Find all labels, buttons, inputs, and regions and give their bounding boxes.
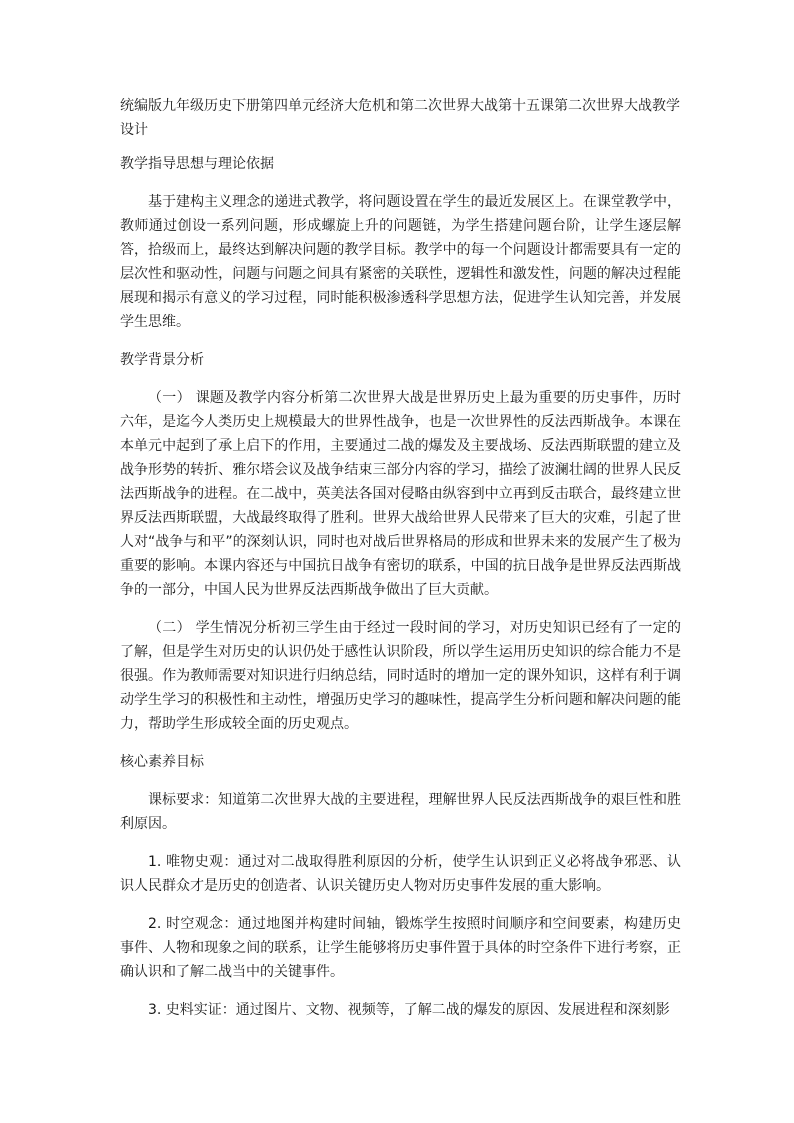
section-heading-core-goals: 核心素养目标 bbox=[120, 754, 204, 770]
list-item-spacetime: 2. 时空观念：通过地图并构建时间轴，锻炼学生按照时间顺序和空间要素，构建历史事件、人物和现象之间的联系，让学生能够将历史事件置于具体的时空条件下进行考察，正确认识和了解二战当中的关键事件。 bbox=[120, 916, 681, 980]
paragraph-curriculum-requirement: 课标要求：知道第二次世界大战的主要进程，理解世界人民反法西斯战争的艰巨性和胜利原因。 bbox=[120, 792, 681, 832]
paragraph-content-analysis: （一） 课题及教学内容分析第二次世界大战是世界历史上最为重要的历史事件，历时六年，是迄今人类历史上规模最大的世界性战争，也是一次世界性的反法西斯战争。本课在本单元中起到了承上启下的作用，主要通过二战的爆发及主要战场、反法西斯联盟的建立及战争形势的转折、雅尔塔会议及战争结束三部分内容的学习，描绘了波澜壮阔的世界人民反法西斯战争的进程。在二战中，英美法各国对侵略由纵容到中立再到反击联合，最终建立世界反法西斯联盟，大战最终取得了胜利。世界大战给世界人民带来了巨大的灾难，引起了世人对“战争与和平”的深刻认识，同时也对战后世界格局的形成和世界未来的发展产生了极为重要的影响。本课内容还与中国抗日战争有密切的联系，中国的抗日战争是世界反法西斯战争的一部分，中国人民为世界反法西斯战争做出了巨大贡献。 bbox=[120, 390, 681, 598]
paragraph-guiding-thought: 基于建构主义理念的递进式教学，将问题设置在学生的最近发展区上。在课堂教学中，教师通过创设一系列问题，形成螺旋上升的问题链，为学生搭建问题台阶，让学生逐层解答，拾级而上，最终达到解决问题的教学目标。教学中的每一个问题设计都需要具有一定的层次性和驱动性，问题与问题之间具有紧密的关联性，逻辑性和激发性，问题的解决过程能展现和揭示有意义的学习过程，同时能积极渗透科学思想方法，促进学生认知完善，并发展学生思维。 bbox=[120, 194, 681, 330]
list-item-materialism: 1. 唯物史观：通过对二战取得胜利原因的分析，使学生认识到正义必将战争邪恶、认识人民群众才是历史的创造者、认识关键历史人物对历史事件发展的重大影响。 bbox=[120, 854, 681, 894]
document-body bbox=[120, 94, 681, 1036]
paragraph-student-analysis: （二） 学生情况分析初三学生由于经过一段时间的学习，对历史知识已经有了一定的了解，但是学生对历史的认识仍处于感性认识阶段，所以学生运用历史知识的综合能力不是很强。作为教师需要对知识进行归纳总结，同时适时的增加一定的课外知识，这样有利于调动学生学习的积极性和主动性，增强历史学习的趣味性，提高学生分析问题和解决问题的能力，帮助学生形成较全面的历史观点。 bbox=[120, 620, 681, 732]
document-title: 统编版九年级历史下册第四单元经济大危机和第二次世界大战第十五课第二次世界大战教学设计 bbox=[120, 98, 680, 138]
section-heading-guiding-thought: 教学指导思想与理论依据 bbox=[120, 156, 274, 172]
section-heading-background: 教学背景分析 bbox=[120, 352, 204, 368]
list-item-evidence: 3. 史料实证：通过图片、文物、视频等，了解二战的爆发的原因、发展进程和深刻影 bbox=[148, 1002, 670, 1018]
